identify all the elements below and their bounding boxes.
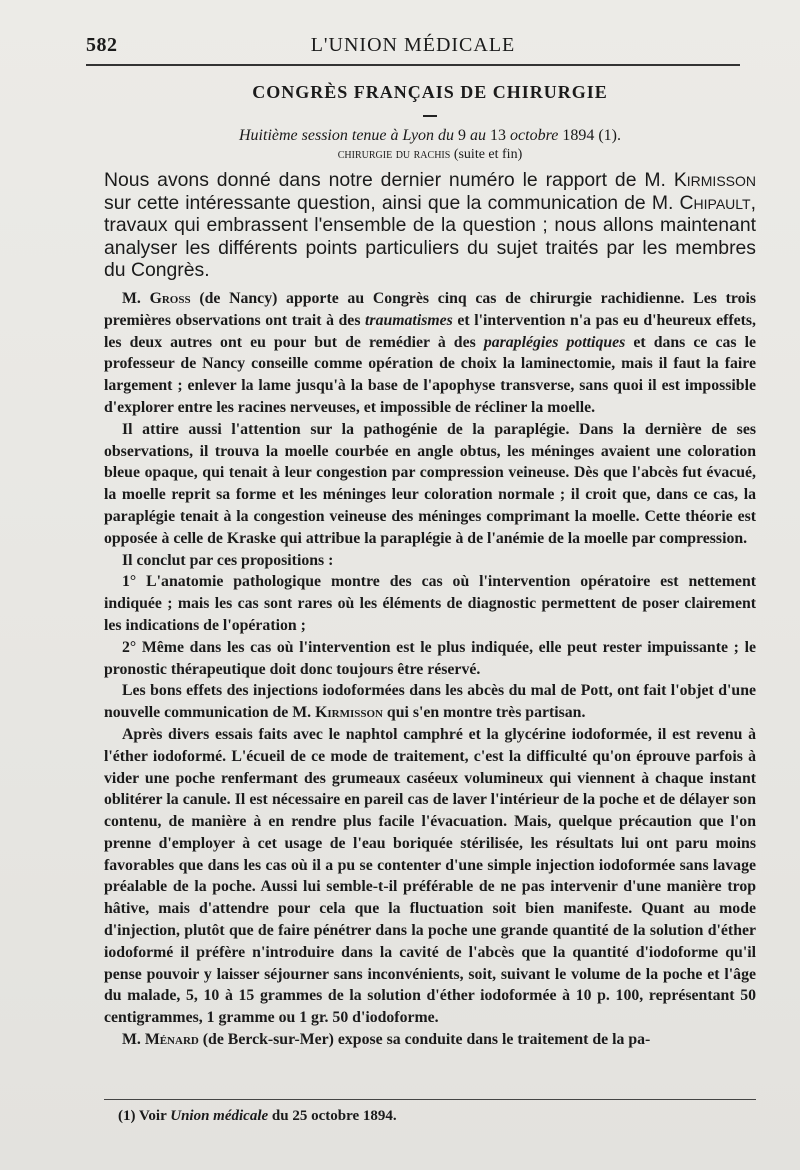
- lead-paragraph: [104, 169, 756, 282]
- lead-text: sur cette intéressante question, ainsi que la communication de M.: [104, 191, 680, 214]
- session-day: 9: [458, 127, 467, 144]
- paragraph-injections: [104, 680, 756, 724]
- highlight-phrase: cinq cas de chirurgie rachidienne.: [437, 289, 685, 307]
- footnote-journal: Union médicale: [170, 1108, 269, 1124]
- text: M.: [122, 1031, 145, 1049]
- paragraph-pathogenie: Il attire aussi l'attention sur la pathogénie de la paraplégie. Dans la dernière de ses observations, il trouva la moelle courbée en angle obtus, les méninges avaient une coloration bleue opaque, qui tenait à leur congestion par compression veineuse. Dès que l'abcès fut évacué, la moelle reprit sa forme et les méninges leur coloration normale ; il croit que, dans ce cas, la paraplégie tenait à la congestion veineuse des méninges comprimant la moelle. Cette théorie est opposée à celle de Kraske qui attribue la paraplégie à de l'anémie de la moelle par compression.: [104, 420, 756, 547]
- session-year: 1894: [562, 127, 595, 144]
- text: (de Berck-sur-Mer) expose sa conduite dans le: [198, 1031, 518, 1049]
- paragraph-conclusion-intro: Il conclut par ces propositions :: [122, 551, 334, 569]
- paragraph-gross: [104, 288, 756, 419]
- section-title: CONGRÈS FRANÇAIS DE CHIRURGIE: [252, 82, 608, 102]
- italic-term: paraplégies pottiques: [483, 333, 626, 351]
- running-head: [86, 32, 740, 58]
- session-text: Huitième session tenue à Lyon du: [239, 127, 455, 144]
- text: ont fait l'objet d'une nouvelle communication de M.: [104, 682, 756, 722]
- footnote-text: (1) Voir: [118, 1108, 171, 1124]
- title-dash: [423, 115, 437, 117]
- paragraph-ether: Après divers essais faits avec le naphtol camphré et la glycérine iodoformée, il est revenu à l'éther iodoformé. L'écueil de ce mode de traitement, c'est la difficulté qu'on éprouve parfois à vider une poche renfermant des grumeaux caséeux volumineux qui viennent à chaque instant oblitérer la canule. Il est nécessaire en pareil cas de laver l'intérieur de la poche et de délayer son contenu, de manière à en rendre plus facile l'évacuation. Mais, quelque précaution que l'on prenne d'employer à cet usage de l'eau boriquée stérilisée, les résultats lui ont paru moins favorables que dans les cas où il a pu se contenter d'une simple injection iodoformée sans lavage préalable de la poche. Aussi lui semble-t-il préférable de ne pas intervenir d'une manière trop hâtive, mais d'attendre pour cela que la fluctuation soit bien manifeste. Quant au mode d'injection, plutôt que de faire pénétrer dans la poche une grande quantité de la solution d'éther iodoformé il préfère n'introduire dans la cavité de l'abcès que la quantité d'iodoforme qu'il pense pouvoir y laisser séjourner sans inconvénients, soit, suivant le volume de la poche et l'âge du malade, 5, 10 à 15 grammes de la solution d'éther iodoformée à 10 p. 100, représentant 50 centigrammes, 1 gramme ou 1 gr. 50 d'iodoforme.: [104, 725, 756, 1027]
- subsection-name: chirurgie du rachis: [337, 147, 451, 162]
- subsection-title: [104, 147, 756, 163]
- author-gross: Gross: [149, 289, 191, 307]
- footnote-rule: [104, 1099, 756, 1100]
- text: qui s'en montre très partisan.: [382, 704, 586, 722]
- paragraph-menard: [104, 1029, 756, 1051]
- author-kirmisson: Kirmisson: [315, 704, 383, 722]
- paragraph-proposition-2: 2° Même dans les cas où l'intervention est le plus indiquée, elle peut rester impuissante ; le pronostic thérapeutique doit donc toujours être réservé.: [104, 638, 756, 678]
- text: M.: [122, 289, 150, 307]
- session-line: [104, 127, 756, 145]
- author-kirmisson: Kirmisson: [673, 169, 756, 191]
- page-number: 582: [86, 34, 118, 56]
- session-end: 13: [490, 127, 507, 144]
- text: et dans ce cas le professeur de Nancy conseille comme opération de choix la laminectomie, mais il faut la faire largement ; enlever la lame jusqu'à la base de l'apophyse transverse, sans quoi il est impossible d'explorer entre les racines nerveuses, et impossible de récliner la moelle.: [104, 333, 757, 416]
- italic-term: traumatismes: [365, 311, 453, 329]
- lead-text: , travaux qui embrassent l'ensemble de la question ; nous allons maintenant analyser les différents points particuliers du sujet traités par les membres du Congrès.: [104, 191, 756, 282]
- paragraph-proposition-1: 1° L'anatomie pathologique montre des cas où l'intervention opératoire est nettement indiquée ; mais les cas sont rares où les éléments de diagnostic permettent de poser clairement les indications de l'opération ;: [104, 573, 756, 634]
- body-text: [104, 288, 756, 1051]
- session-month: octobre: [510, 127, 559, 144]
- header-rule: [86, 64, 740, 66]
- author-menard: Ménard: [144, 1031, 199, 1049]
- text: Les trois premières observations ont trait à des: [104, 289, 757, 329]
- footnote-text: du 25 octobre 1894.: [268, 1108, 397, 1124]
- highlight-phrase: Les bons effets des injections iodoformées dans les abcès du mal de Pott,: [122, 682, 613, 700]
- text: (de Nancy) apporte au Congrès: [190, 289, 438, 307]
- footnote: [118, 1108, 397, 1125]
- subsection-suffix: (suite et fin): [453, 147, 523, 162]
- author-chipault: Chipault: [679, 191, 751, 214]
- session-text-2: au: [470, 127, 487, 144]
- lead-text: Nous avons donné dans notre dernier numéro le rapport de M.: [104, 169, 674, 191]
- text: et l'intervention n'a pas eu d'heureux effets, les deux autres ont eu pour but de remédier à des: [104, 311, 756, 351]
- journal-title: L'UNION MÉDICALE: [310, 34, 516, 56]
- article: [104, 82, 756, 1051]
- highlight-phrase: traitement de la pa-: [517, 1031, 651, 1049]
- session-footnote-ref: (1).: [598, 127, 621, 144]
